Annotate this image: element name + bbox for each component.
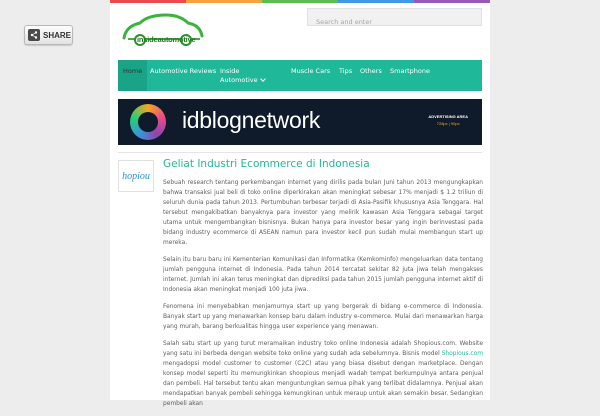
logo-text: insideautomotive: [137, 35, 196, 44]
nav-item-automotive-label: Automotive: [220, 76, 258, 84]
nav-item-smartphone[interactable]: Smartphone: [390, 67, 431, 75]
chevron-down-icon: [260, 76, 266, 82]
site-logo[interactable]: [118, 12, 206, 50]
banner-ad-label: ADVERTISING AREA: [428, 114, 468, 119]
post-thumbnail[interactable]: [118, 160, 154, 192]
paragraph-1: Sebuah research tentang perkembangan internet yang dirilis pada bulan Juni tahun 2013 mengungkapkan bahwa transaksi jual beli di toko online diperkirakan akan meningkat sebesar 17% menjadi $ 1.2 triliun di seluruh dunia pada tahun 2013. Pertumbuhan terbesar terjadi di Asia-Pasifik khususnya Asia Tenggara. Hal tersebut mengakibatkan banyaknya para investor yang melirik kawasan Asia Tenggara sebagai target utama untuk mengembangkan bisnisnya. Bukan hanya para investor besar yang ingin berinvestasi pada bidang industry ecommerce di ASEAN namun para investor kecil pun sudah mulai membangun start up mereka.: [163, 180, 483, 246]
search-box[interactable]: [307, 8, 482, 26]
paragraph-4: [163, 339, 483, 409]
ad-banner[interactable]: [118, 99, 482, 145]
shopious-link[interactable]: Shopious.com: [441, 351, 483, 357]
divider: [118, 152, 482, 153]
paragraph-4-start: Salah satu start up yang turut meramaikan industry toko online Indonesia adalah Shopious.com. Website yang satu ini berbeda dengan website toko online yang sudah ada sebelumnya. Bisnis model: [163, 341, 483, 357]
banner-text: idblognetwork: [182, 107, 321, 133]
main-nav: [118, 60, 482, 91]
nav-item-others[interactable]: Others: [360, 67, 382, 75]
nav-item-muscle-cars[interactable]: Muscle Cars: [291, 67, 331, 75]
search-input[interactable]: [308, 14, 481, 30]
banner-ad-size: 728px | 90px: [436, 121, 460, 126]
paragraph-3: Fenomena ini menyebabkan menjamurnya start up yang bergerak di bidang e-commerce di Indonesia. Banyak start up yang menawarkan konsep baru dalam industry e-commerce. Mulai dari menawarkan harga yang murah, barang berkualitas hingga user experience yang menawan.: [163, 304, 483, 330]
thumbnail-text: hopiou: [122, 170, 150, 182]
share-icon: [28, 29, 40, 41]
car-logo-icon: [118, 12, 206, 50]
nav-item-home[interactable]: Home: [118, 60, 147, 91]
banner-ad-info: [428, 114, 468, 126]
paragraph-2: Selain itu baru baru ini Kementerian Komunikasi dan Informatika (Kemkominfo) mengeluarkan data tentang jumlah pengguna internet di Indonesia. Pada tahun 2014 tercatat sekitar 82 juta jiwa telah mengakses internet. Jumlah ini akan terus meningkat dan diprediksi pada tahun 2015 jumlah pengguna internet aktif di Indonesia akan meningkat menjadi 100 juta jiwa.: [163, 257, 483, 293]
nav-item-inside-label: Inside: [220, 67, 240, 75]
nav-item-inside-automotive[interactable]: [220, 60, 258, 91]
share-label: SHARE: [43, 30, 72, 40]
post-content: [163, 178, 483, 416]
nav-item-automotive-reviews[interactable]: Automotive Reviews: [150, 67, 217, 75]
banner-logo-icon: [130, 104, 166, 140]
page-container: [110, 0, 490, 407]
post-title[interactable]: Geliat Industri Ecommerce di Indonesia: [163, 158, 370, 170]
share-button[interactable]: [24, 25, 73, 45]
color-top-bar: [110, 0, 490, 3]
paragraph-4-end: mengadopsi model customer to customer (C2C) atau yang biasa disebut dengan marketplace. Dengan konsep model seperti itu memungkinkan shoopious menjadi wadah tempat berkumpulnya antara penjual dan pembeli. Hal tersebut tentu akan menguntungkan semua pihak yang terlibat didalamnya. Penjual akan mendapatkan banyak pembeli sehingga kemungkinan untuk meraup untuk akan semakin besar. Sedangkan pembeli akan: [163, 361, 483, 407]
nav-item-tips[interactable]: Tips: [339, 67, 353, 75]
